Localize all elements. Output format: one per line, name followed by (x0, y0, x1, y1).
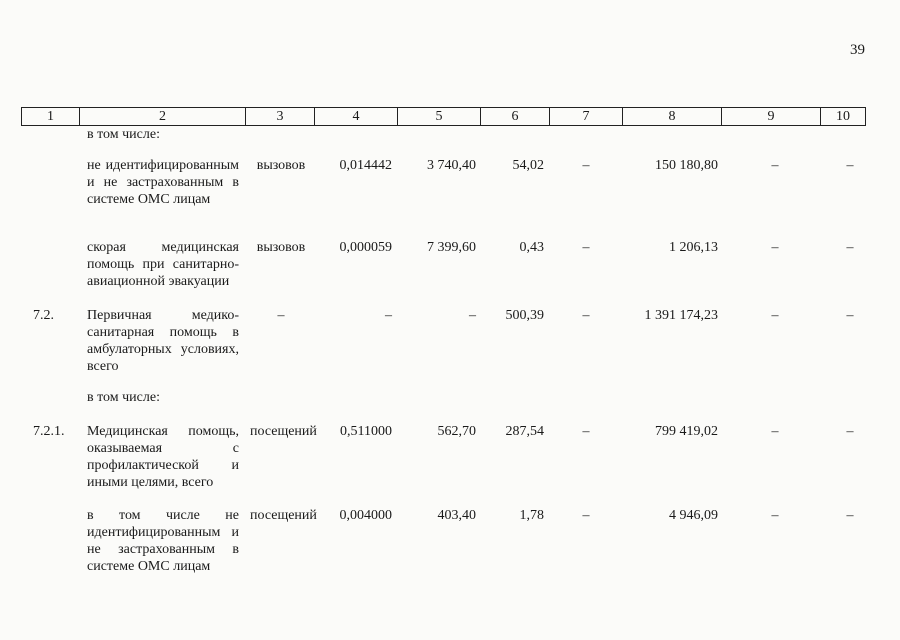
column-header-7: 7 (550, 108, 623, 126)
row-value-5: 562,70 (437, 424, 476, 439)
row-value-4: 0,511000 (340, 424, 392, 439)
row-number: 7.2.1. (33, 424, 65, 439)
row-value-7: – (582, 308, 590, 323)
row-value-6: 1,78 (519, 508, 544, 523)
row-value-7: – (582, 424, 590, 439)
row-value-4: 0,004000 (339, 508, 392, 523)
row-description: скорая медицинская помощь при санитарно-авиационной эвакуации (87, 240, 239, 289)
column-header-10: 10 (821, 108, 866, 126)
page-number: 39 (850, 42, 865, 58)
row-description: Медицинская помощь, оказываемая с профилактической и иными целями, всего (87, 424, 239, 490)
row-unit: посещений (250, 424, 317, 439)
row-value-8: 1 206,13 (669, 240, 718, 255)
row-value-9: – (771, 508, 779, 523)
row-value-5: 403,40 (437, 508, 476, 523)
row-description: в том числе: (87, 127, 160, 142)
row-unit: вызовов (256, 240, 306, 255)
row-value-9: – (771, 240, 779, 255)
row-unit: вызовов (256, 158, 306, 173)
row-value-7: – (582, 508, 590, 523)
row-value-8: 4 946,09 (669, 508, 718, 523)
row-value-10: – (846, 424, 854, 439)
row-description: в том числе не идентифицированным и не застрахованным в системе ОМС лицам (87, 508, 239, 574)
column-header-5: 5 (398, 108, 481, 126)
row-value-10: – (846, 508, 854, 523)
row-value-8: 799 419,02 (655, 424, 718, 439)
row-description: не идентифицированным и не застрахованным в системе ОМС лицам (87, 158, 239, 207)
column-header-6: 6 (481, 108, 550, 126)
column-header-3: 3 (246, 108, 315, 126)
column-header-4: 4 (315, 108, 398, 126)
row-value-8: 1 391 174,23 (644, 308, 718, 323)
row-value-4: 0,014442 (339, 158, 392, 173)
row-value-4: – (385, 308, 392, 323)
row-value-9: – (771, 308, 779, 323)
column-header-2: 2 (80, 108, 246, 126)
row-value-10: – (846, 240, 854, 255)
row-value-5: – (469, 308, 476, 323)
row-value-9: – (771, 158, 779, 173)
row-number: 7.2. (33, 308, 54, 323)
row-value-6: 287,54 (505, 424, 544, 439)
row-value-8: 150 180,80 (655, 158, 718, 173)
row-value-7: – (582, 158, 590, 173)
row-value-10: – (846, 158, 854, 173)
column-header-8: 8 (623, 108, 722, 126)
row-unit: посещений (250, 508, 317, 523)
row-value-9: – (771, 424, 779, 439)
column-header-9: 9 (722, 108, 821, 126)
column-number-header (21, 107, 866, 126)
row-description: Первичная медико-санитарная помощь в амбулаторных условиях, всего (87, 308, 239, 374)
row-value-6: 500,39 (505, 308, 544, 323)
column-header-1: 1 (22, 108, 80, 126)
row-value-7: – (582, 240, 590, 255)
row-description: в том числе: (87, 390, 160, 405)
row-value-5: 7 399,60 (427, 240, 476, 255)
row-value-10: – (846, 308, 854, 323)
row-value-6: 0,43 (519, 240, 544, 255)
row-unit: – (277, 308, 285, 323)
row-value-4: 0,000059 (339, 240, 392, 255)
row-value-6: 54,02 (512, 158, 544, 173)
row-value-5: 3 740,40 (427, 158, 476, 173)
